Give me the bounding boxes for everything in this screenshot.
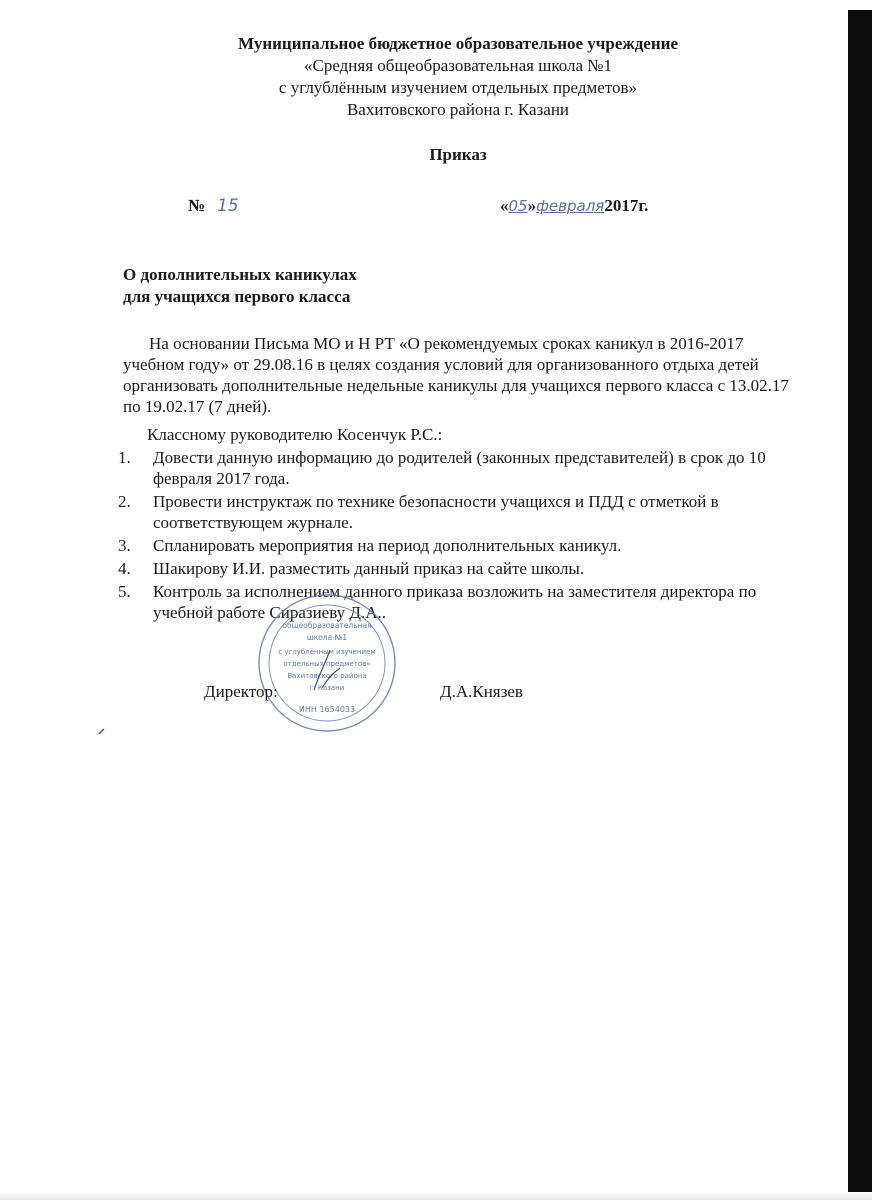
institution-header <box>0 33 872 121</box>
date-year: 2017г. <box>604 196 649 215</box>
task-text: Провести инструктаж по технике безопасности учащихся и ПДД с отметкой в соответствующем журнале. <box>153 492 719 532</box>
order-date <box>500 196 648 216</box>
task-text: Контроль за исполнением данного приказа возложить на заместителя директора по учебной работе Сиразиеву Д.А.. <box>153 582 757 622</box>
stamp-text-4: отдельных предметов» <box>283 660 371 668</box>
pen-mark <box>97 726 107 736</box>
scan-dark-edge <box>848 10 872 1194</box>
subject-line-1: О дополнительных каникулах <box>123 265 357 284</box>
director-role: Директор: <box>204 682 278 701</box>
stamp-text-6: г. Казани <box>309 684 345 692</box>
stamp-text-5: Вахитовского района <box>287 672 367 680</box>
header-line-2: «Средняя общеобразовательная школа №1 <box>304 56 612 75</box>
task-number: 3. <box>118 536 131 555</box>
header-line-4: Вахитовского района г. Казани <box>346 100 570 119</box>
header-line-1: Муниципальное бюджетное образовательное учреждение <box>238 34 678 53</box>
body-paragraph: На основании Письма МО и Н РТ «О рекомендуемых сроках каникул в 2016-2017 учебном году» от 29.08.16 в целях создания условий для организованного отдыха детей организовать дополнительные недельные каникулы для учащихся первого класса с 13.02.17 по 19.02.17 (7 дней). <box>123 334 789 416</box>
order-subject <box>123 264 357 308</box>
subject-line-2: для учащихся первого класса <box>123 287 351 306</box>
task-text: Спланировать мероприятия на период дополнительных каникул. <box>153 536 622 555</box>
scan-bottom-shadow <box>0 1192 872 1200</box>
task-number: 5. <box>118 582 131 601</box>
teacher-line: Классному руководителю Косенчук Р.С.: <box>147 425 443 444</box>
task-text: Шакирову И.И. разместить данный приказ на сайте школы. <box>153 559 585 578</box>
stamp-text-2: школа №1 <box>306 633 348 642</box>
order-number-label: № <box>188 196 206 215</box>
stamp-inn: ИНН 1654033 <box>298 705 356 714</box>
task-number: 4. <box>118 559 131 578</box>
task-item <box>113 535 803 556</box>
task-number: 1. <box>118 448 131 467</box>
pen-mark-stroke <box>99 729 104 734</box>
date-open-quote: « <box>500 196 509 215</box>
stamp-text-1: общеобразовательная <box>282 621 372 630</box>
director-name: Д.А.Князев <box>440 682 523 701</box>
date-month-handwritten: февраля <box>536 197 605 215</box>
order-body <box>123 333 803 417</box>
order-title: Приказ <box>429 145 487 164</box>
stamp-text-3: с углублённым изучением <box>278 648 376 656</box>
school-stamp <box>256 592 398 734</box>
task-item <box>113 447 803 489</box>
task-list <box>113 447 803 625</box>
task-number: 2. <box>118 492 131 511</box>
header-line-3: с углублённым изучением отдельных предметов» <box>278 78 638 97</box>
date-day-handwritten: 05 <box>508 197 528 215</box>
task-text: Довести данную информацию до родителей (законных представителей) в срок до 10 февраля 2017 года. <box>153 448 766 488</box>
order-number-handwritten: 15 <box>217 196 239 216</box>
task-item <box>113 558 803 579</box>
date-close-quote: » <box>527 196 537 215</box>
task-item <box>113 581 803 623</box>
task-item <box>113 491 803 533</box>
order-number <box>188 196 239 216</box>
